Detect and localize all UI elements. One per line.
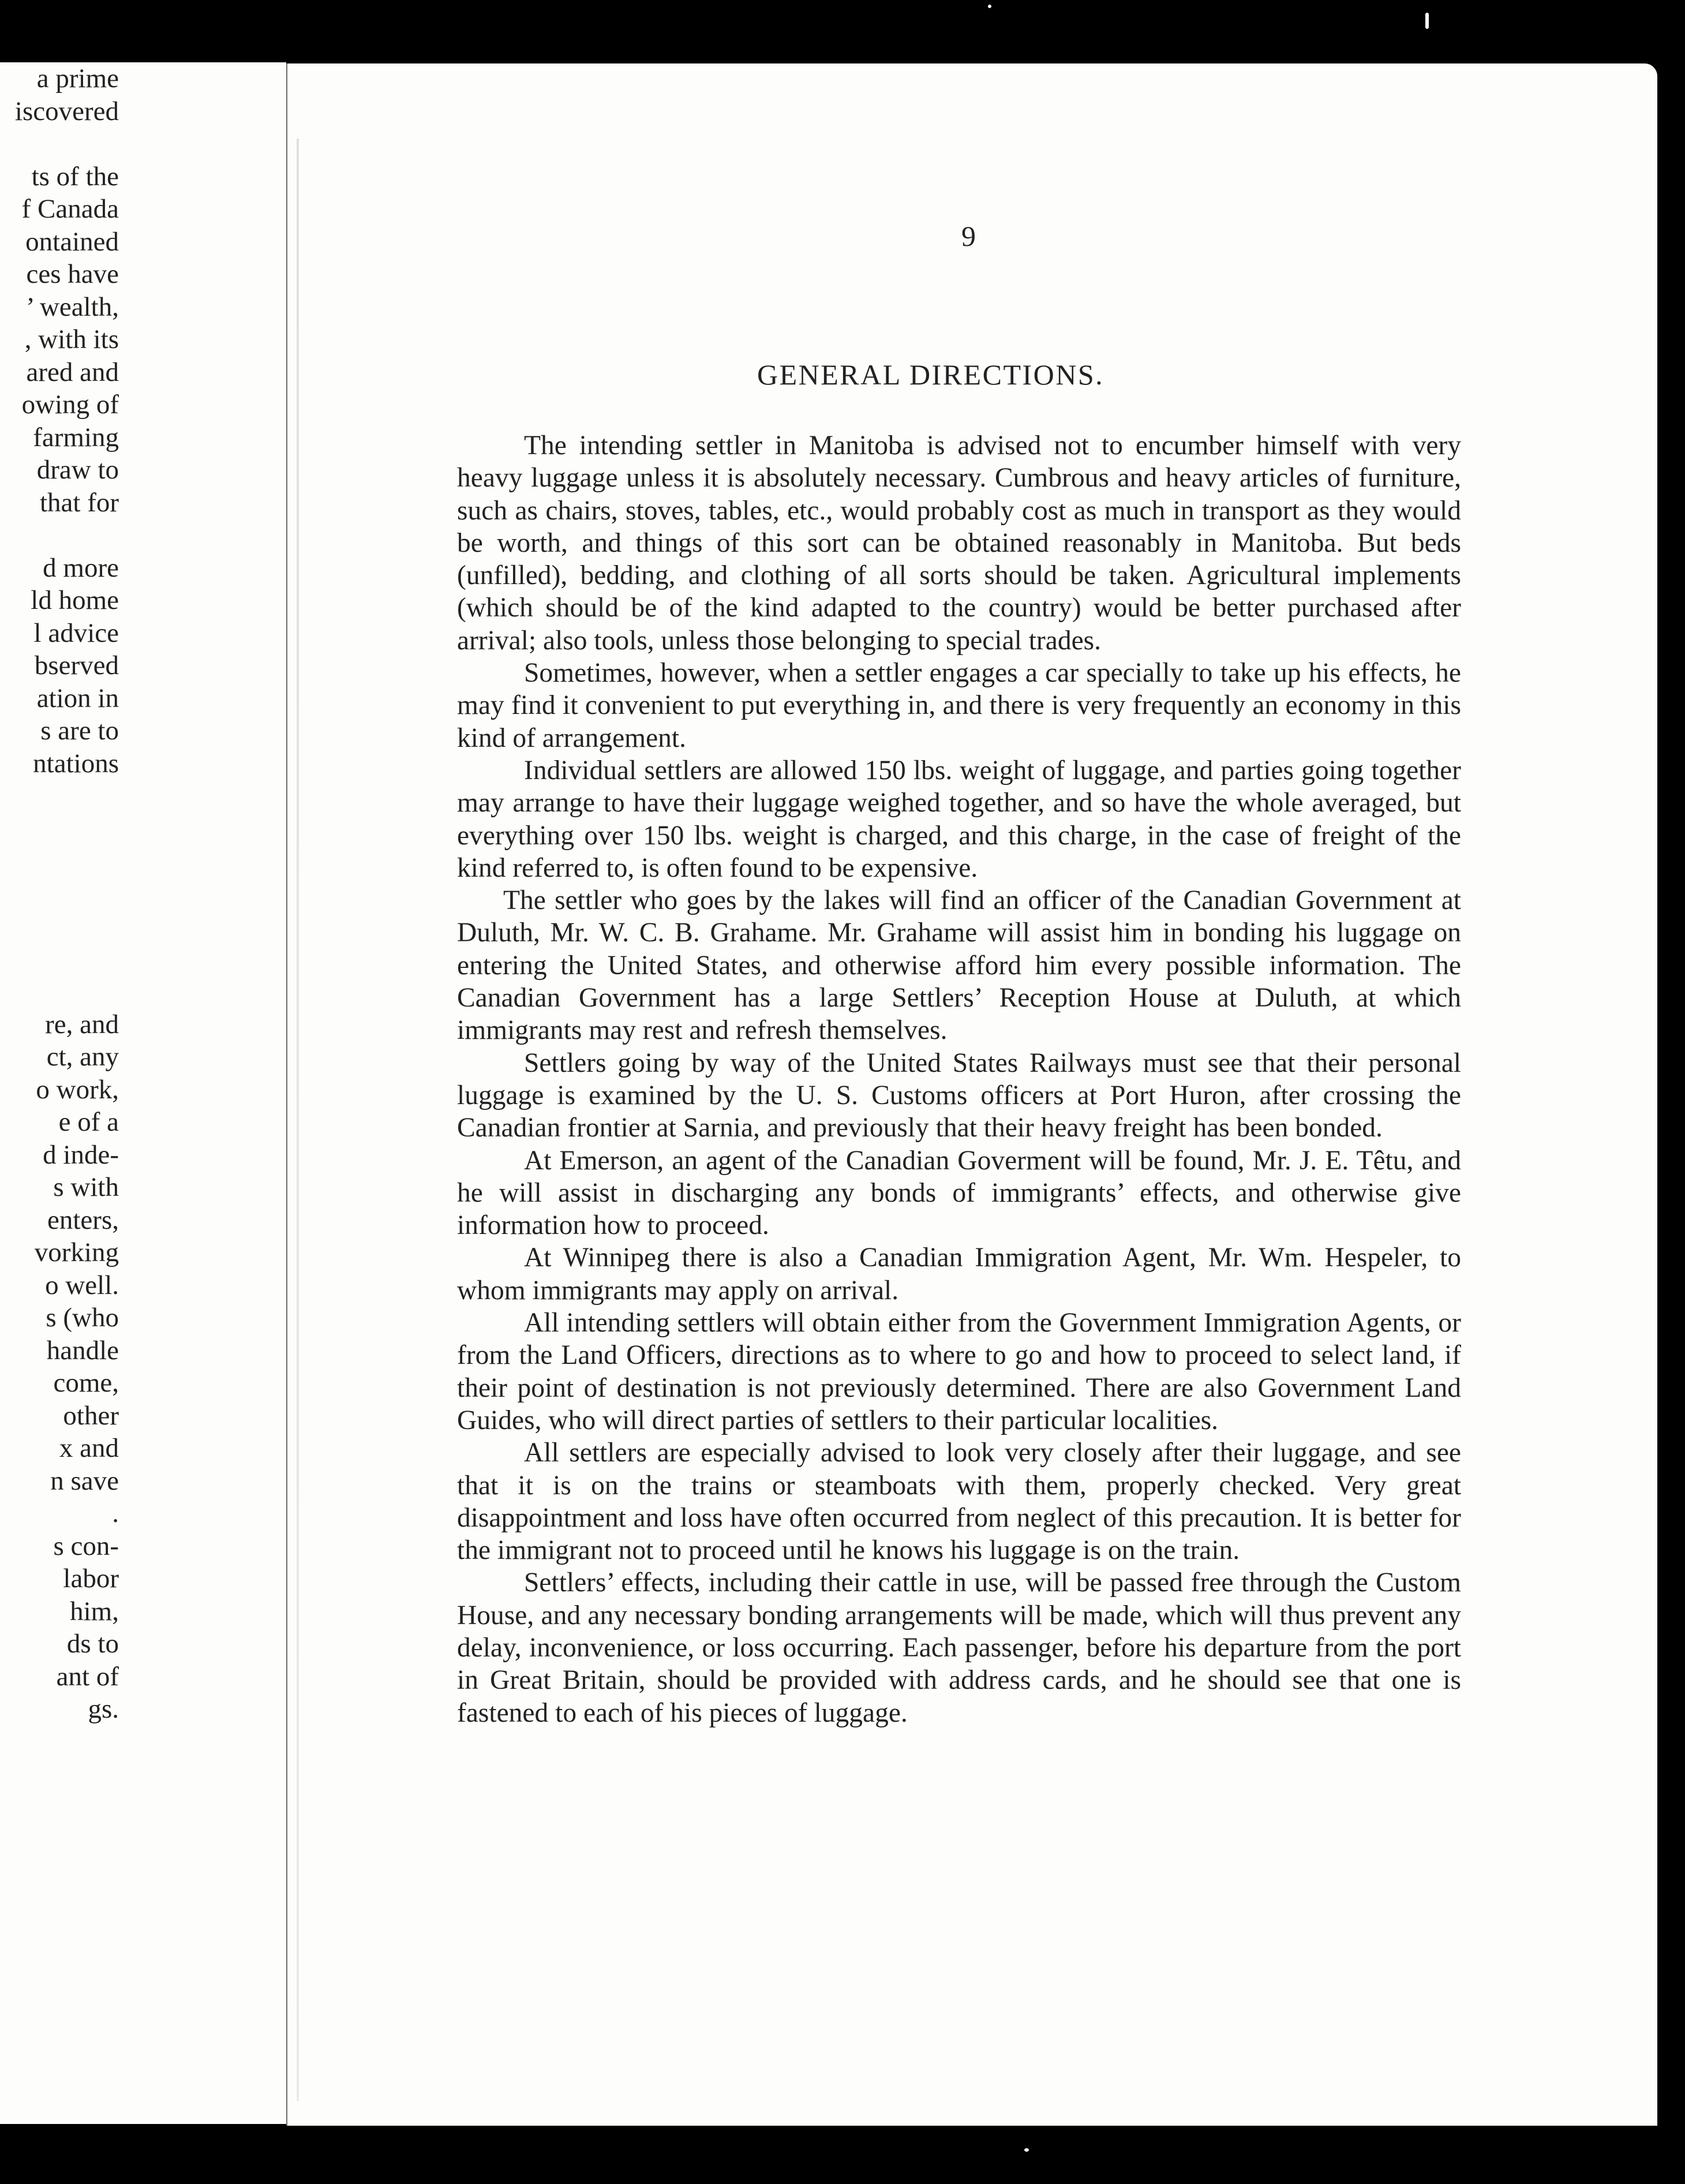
- left-page-line: [3, 519, 119, 552]
- speck-mark: [1425, 13, 1429, 29]
- paragraph: All settlers are especially advised to look very closely after their luggage, and see that it is on the trains or steamboats with them, properly checked. Very great disappointment and loss have often occurred from neglect of this precaution. It is better for the immigrant not to proceed until he knows his luggage is on the train.: [457, 1438, 1461, 1566]
- left-page-line: ds to: [66, 1629, 119, 1659]
- left-page-line: o well.: [45, 1270, 119, 1300]
- left-page-line: x and: [59, 1433, 119, 1463]
- left-page-line: , with its: [24, 324, 119, 354]
- left-page-line: [3, 813, 119, 846]
- left-page-line: .: [112, 1498, 119, 1528]
- left-page-line: [3, 878, 119, 911]
- left-page-line: handle: [46, 1335, 119, 1366]
- left-page-line: a prime: [36, 63, 119, 94]
- left-page-line: owing of: [21, 390, 119, 420]
- paragraph: Individual settlers are allowed 150 lbs. weight of luggage, and parties going together may arrange to have their luggage weighed together, and so have the whole averaged, but everything over 150 lbs. weight is charged, and this charge, in the case of freight of the kind referred to, is often found to be expensive.: [457, 755, 1461, 883]
- right-page: [286, 63, 1657, 2126]
- left-page-line: s are to: [40, 716, 119, 746]
- speck-mark: [1024, 2148, 1029, 2152]
- left-page-line: vorking: [34, 1237, 119, 1267]
- paragraph: Settlers going by way of the United States Railways must see that their personal luggage is examined by the U. S. Customs officers at Port Huron, after crossing the Canadian frontier at Sarnia, and previously that their heavy freight has been bonded.: [457, 1048, 1461, 1143]
- left-page-line: e of a: [58, 1107, 119, 1137]
- body-text: [457, 429, 1461, 1729]
- left-page-line: ontained: [25, 226, 119, 257]
- left-page-line: that for: [39, 487, 119, 518]
- left-page-line: re, and: [45, 1009, 119, 1039]
- section-title: GENERAL DIRECTIONS.: [757, 358, 1104, 391]
- left-page-line: l advice: [33, 618, 119, 648]
- left-page-line: f Canada: [21, 194, 119, 224]
- left-page-line: [3, 845, 119, 878]
- paragraph: All intending settlers will obtain either from the Government Immigration Agents, or from the Land Officers, directions as to where to go and how to proceed to select land, if their point of destination is not previously determined. There are also Government Land Guides, who will direct parties of settlers to their particular localities.: [457, 1308, 1461, 1435]
- left-page-line: draw to: [36, 455, 119, 485]
- left-page-line: o work,: [36, 1074, 119, 1105]
- left-page-line: [3, 975, 119, 1008]
- left-page-line: ation in: [36, 683, 119, 713]
- left-page-line: d more: [43, 552, 119, 583]
- page-number: 9: [961, 220, 976, 252]
- left-page-line: n save: [50, 1465, 119, 1496]
- left-page-line: ant of: [56, 1661, 119, 1692]
- paragraph: Settlers’ effects, including their cattle in use, will be passed free through the Custom House, and any necessary bonding arrangements will be made, which will thus prevent any delay, inconvenience, or loss occurring. Each passenger, before his departure from the port in Great Britain, should be provided with address cards, and he should see that one is fastened to each of his pieces of luggage.: [457, 1568, 1461, 1728]
- paragraph: The intending settler in Manitoba is advised not to encumber himself with very heavy luggage unless it is absolutely necessary. Cumbrous and heavy articles of furniture, such as chairs, stoves, tables, etc., would probably cost as much in transport as they would be worth, and things of this sort can be obtained reasonably in Manitoba. But beds (unfilled), bedding, and clothing of all sorts should be taken. Agricultural implements (which should be of the kind adapted to the country) would be better purchased after arrival; also tools, unless those belonging to special trades.: [457, 431, 1461, 656]
- left-page-line: him,: [70, 1596, 119, 1626]
- paragraph: At Emerson, an agent of the Canadian Goverment will be found, Mr. J. E. Têtu, and he will assist in discharging any bonds of immigrants’ effects, and otherwise give information how to proceed.: [457, 1145, 1461, 1241]
- paragraph: Sometimes, however, when a settler engages a car specially to take up his effects, he may find it convenient to put everything in, and there is very frequently an economy in this kind of arrangement.: [457, 658, 1461, 753]
- binding-gutter: [297, 139, 299, 2101]
- left-page-line: iscovered: [14, 96, 119, 126]
- left-page-line: s with: [53, 1172, 119, 1202]
- left-page-line: [3, 943, 119, 976]
- left-page-line: gs.: [88, 1694, 119, 1724]
- left-page-line: [3, 910, 119, 943]
- left-page-line: ld home: [31, 585, 119, 615]
- left-page-line: [3, 780, 119, 813]
- left-page-line: ces have: [26, 259, 119, 289]
- left-page-line: s con-: [53, 1531, 119, 1561]
- left-page-line: bserved: [34, 650, 119, 680]
- left-page-line: d inde-: [43, 1139, 119, 1170]
- left-page-line: ntations: [33, 748, 119, 779]
- speck-mark: [988, 5, 991, 8]
- left-page-line: come,: [53, 1368, 119, 1398]
- left-page-line: other: [63, 1400, 119, 1431]
- paragraph: The settler who goes by the lakes will find an officer of the Canadian Government at Duluth, Mr. W. C. B. Grahame. Mr. Grahame will assist him in bonding his luggage on entering the United States, and otherwise afford him every possible information. The Canadian Government has a large Settlers’ Reception House at Duluth, at which immigrants may rest and refresh themselves.: [457, 885, 1461, 1046]
- left-page-line: ts of the: [31, 161, 119, 192]
- left-page-line: [3, 128, 119, 160]
- left-page-line: s (who: [46, 1303, 119, 1333]
- left-page: [0, 62, 286, 2124]
- left-page-line: ct, any: [46, 1042, 119, 1072]
- left-page-line: labor: [63, 1564, 119, 1594]
- left-page-line: farming: [33, 422, 119, 452]
- left-page-line: ared and: [26, 357, 119, 387]
- left-page-text: [3, 62, 119, 1726]
- left-page-line: enters,: [47, 1205, 119, 1235]
- left-page-line: ’ wealth,: [26, 291, 119, 322]
- paragraph: At Winnipeg there is also a Canadian Immigration Agent, Mr. Wm. Hespeler, to whom immigrants may apply on arrival.: [457, 1243, 1461, 1306]
